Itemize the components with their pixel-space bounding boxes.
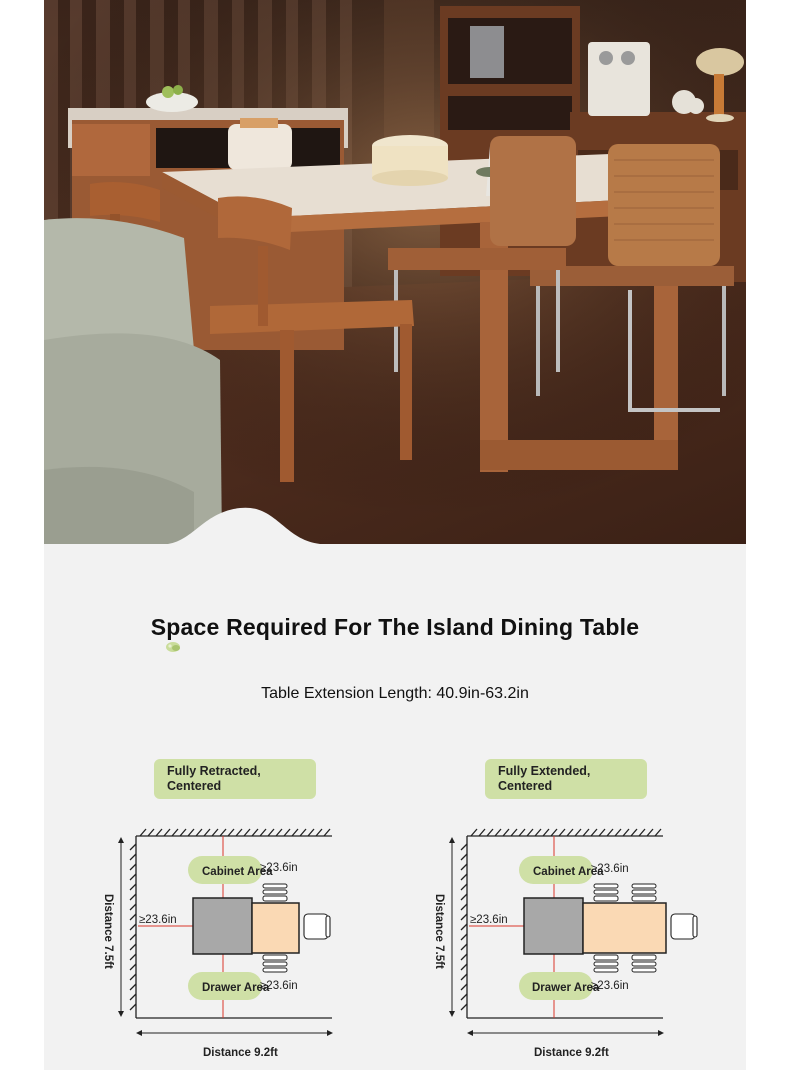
drawer-area-label: Drawer Area bbox=[532, 982, 600, 994]
floor-plan-retracted bbox=[97, 822, 377, 1062]
tag-line-2: Centered bbox=[498, 779, 553, 793]
extension-length-text: Table Extension Length: 40.9in-63.2in bbox=[261, 685, 529, 702]
tag-line-2: Centered bbox=[167, 779, 222, 793]
cabinet-block bbox=[524, 898, 583, 954]
table-top bbox=[583, 903, 666, 953]
top-clearance-label: ≥23.6in bbox=[591, 863, 629, 875]
vertical-distance-label: Distance 7.5ft bbox=[102, 894, 114, 969]
horizontal-distance-label: Distance 9.2ft bbox=[534, 1047, 609, 1059]
tag-line-1: Fully Extended, bbox=[498, 764, 591, 778]
leaf-icon bbox=[165, 640, 183, 654]
tag-line-1: Fully Retracted, bbox=[167, 764, 261, 778]
chair-right bbox=[304, 914, 330, 939]
top-clearance-label: ≥23.6in bbox=[260, 862, 298, 874]
chair-right bbox=[671, 914, 697, 939]
cabinet-area-label: Cabinet Area bbox=[533, 866, 604, 878]
floor-plan-extended bbox=[428, 822, 708, 1062]
vertical-distance-label: Distance 7.5ft bbox=[433, 894, 445, 969]
table-top bbox=[252, 903, 299, 953]
left-clearance-label: ≥23.6in bbox=[470, 914, 508, 926]
content-panel bbox=[44, 0, 746, 1070]
cabinet-block bbox=[193, 898, 252, 954]
chair-top bbox=[263, 884, 287, 901]
chair-bottom bbox=[263, 955, 287, 972]
chair-top-2 bbox=[632, 884, 656, 901]
mode-tag-extended bbox=[485, 759, 647, 799]
left-clearance-label: ≥23.6in bbox=[139, 914, 177, 926]
drawer-area-label: Drawer Area bbox=[202, 982, 270, 994]
dining-room-photo bbox=[44, 0, 746, 544]
mode-tag-retracted bbox=[154, 759, 316, 799]
chair-bottom-2 bbox=[632, 955, 656, 972]
bottom-clearance-label: ≥23.6in bbox=[260, 980, 298, 992]
cabinet-area-label: Cabinet Area bbox=[202, 866, 273, 878]
chair-top-1 bbox=[594, 884, 618, 901]
bottom-clearance-label: ≥23.6in bbox=[591, 980, 629, 992]
section-title: Space Required For The Island Dining Table bbox=[150, 614, 640, 640]
chair-bottom-1 bbox=[594, 955, 618, 972]
horizontal-distance-label: Distance 9.2ft bbox=[203, 1047, 278, 1059]
